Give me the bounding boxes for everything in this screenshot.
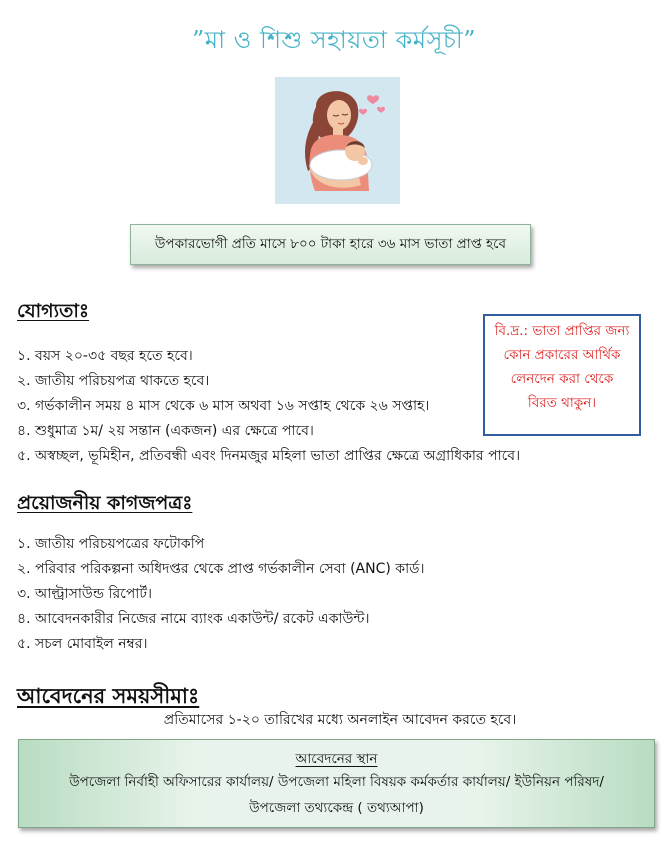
mother-holding-baby-illustration [275,77,400,204]
documents-list [17,532,424,657]
list-item: ১. বয়স ২০-৩৫ বছর হতে হবে। [17,348,193,364]
benefit-box [130,224,531,265]
list-item: ১. জাতীয় পরিচয়পত্রের ফটোকপি [17,536,205,552]
list-item: ৪. শুধুমাত্র ১ম/ ২য় সন্তান (একজন) এর ক্ষেত্রে পাবে। [17,423,314,439]
note-line: বি.দ্র.: ভাতা প্রাপ্তির জন্য [494,323,630,339]
note-line: লেনদেন করা থেকে [510,371,614,387]
page-title: ”মা ও শিশু সহায়তা কর্মসূচী” [191,26,477,54]
application-place-box [18,739,655,828]
list-item: ২. জাতীয় পরিচয়পত্র থাকতে হবে। [17,373,210,389]
eligibility-list [17,344,520,469]
deadline-text: প্রতিমাসের ১-২০ তারিখের মধ্যে অনলাইন আবেদন করতে হবে। [163,712,517,728]
place-line: উপজেলা নির্বাহী অফিসারের কার্যালয়/ উপজেলা মহিলা বিষয়ক কর্মকর্তার কার্যালয়/ ইউনিয়ন পরিষদ/ [69,774,604,790]
list-item: ২. পরিবার পরিকল্পনা অধিদপ্তর থেকে প্রাপ্ত গর্ভকালীন সেবা (ANC) কার্ড। [17,561,425,577]
list-item: ৩. আল্ট্রাসাউন্ড রিপোর্ট। [17,586,152,602]
note-line: বিরত থাকুন। [527,395,597,411]
place-line: উপজেলা তথ্যকেন্দ্র ( তথ্যআপা) [249,800,424,816]
deadline-heading: আবেদনের সময়সীমাঃ [17,684,200,708]
eligibility-heading: যোগ্যতাঃ [17,300,90,322]
benefit-text: উপকারভোগী প্রতি মাসে ৮০০ টাকা হারে ৩৬ মাস ভাতা প্রাপ্ত হবে [154,236,507,252]
list-item: ৫. সচল মোবাইল নম্বর। [17,636,148,652]
list-item: ৪. আবেদনকারীর নিজের নামে ব্যাংক একাউন্ট/ রকেট একাউন্ট। [17,611,370,627]
note-line: কোন প্রকারের আর্থিক [503,347,621,363]
documents-heading: প্রয়োজনীয় কাগজপত্রঃ [17,492,193,514]
warning-note-box [483,314,641,436]
list-item: ৫. অস্বচ্ছল, ভূমিহীন, প্রতিবন্ধী এবং দিনমজুর মহিলা ভাতা প্রাপ্তির ক্ষেত্রে অগ্রাধিকার পাবে। [17,448,521,464]
place-heading: আবেদনের স্থান [295,751,378,767]
list-item: ৩. গর্ভকালীন সময় ৪ মাস থেকে ৬ মাস অথবা ১৬ সপ্তাহ থেকে ২৬ সপ্তাহ। [17,398,430,414]
